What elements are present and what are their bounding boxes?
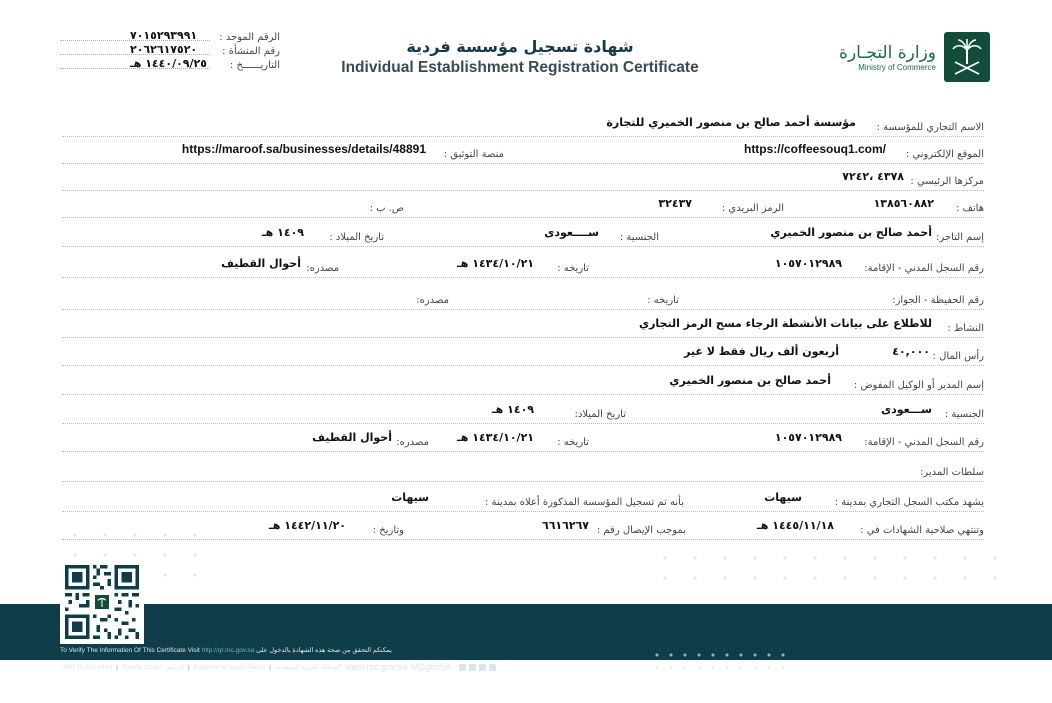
row-merchant — [62, 223, 984, 247]
postal-value: ٣٢٤٣٧ — [658, 197, 692, 210]
ministry-name-ar: وزارة التجـارة — [839, 42, 936, 63]
nationality-label: الجنسية : — [619, 232, 659, 243]
title-en: Individual Establishment Registration Certificate — [341, 59, 699, 76]
auth-platform-label: منصة التوثيق : — [443, 149, 504, 160]
birth-label: تاريخ الميلاد : — [329, 232, 384, 243]
row-capital — [62, 342, 984, 366]
website-label: الموقع الإلكتروني : — [905, 149, 984, 160]
row-passport — [62, 286, 984, 310]
facebook-icon[interactable] — [469, 664, 476, 671]
ministry-logo — [839, 32, 990, 82]
office-city-value: سيهات — [764, 491, 802, 504]
mgr-civil-date-value: ١٤٣٤/١٠/٢١ هـ — [457, 431, 534, 444]
qr-code-icon[interactable] — [60, 560, 144, 644]
verify-text-ar: يمكنكم التحقق من صحة هذه الشهادة بالدخول على — [256, 647, 392, 654]
footer-handle: MCgovSA — [411, 662, 452, 672]
date-row — [60, 58, 280, 72]
passport-label: رقم الحفيظة - الجواز: — [892, 295, 984, 306]
certificate-references — [60, 30, 280, 72]
mgr-civil-source-label: مصدره: — [396, 437, 429, 448]
manager-value: أحمد صالح بن منصور الخميري — [669, 374, 831, 387]
palm-swords-emblem-icon — [944, 32, 990, 82]
civil-source-label: مصدره: — [306, 263, 339, 274]
instagram-icon[interactable] — [459, 664, 466, 671]
office-label: يشهد مكتب السجل التجاري بمدينة : — [834, 497, 984, 508]
manager-label: إسم المدير أو الوكيل المفوض : — [853, 380, 984, 391]
receipt-value: ٦٦١٦٢٦٧ — [542, 519, 589, 532]
footer-verify-line — [60, 646, 392, 654]
activity-label: النشاط : — [947, 323, 984, 334]
ref-label: رقم المنشأة : — [222, 46, 280, 57]
receipt-date-label: وتاريخ : — [372, 525, 404, 536]
civil-label: رقم السجل المدني - الإقامة: — [864, 263, 984, 274]
row-website — [62, 140, 984, 164]
row-registry-office — [62, 488, 984, 512]
ministry-logo-text — [839, 43, 936, 72]
row-headquarters — [62, 167, 984, 191]
mgr-civil-label: رقم السجل المدني - الإقامة: — [864, 437, 984, 448]
civil-date-label: تاريخه : — [557, 263, 589, 274]
footer-phone: +966 11 294 4444 — [60, 663, 113, 671]
social-icons — [459, 664, 496, 671]
mgr-civil-date-label: تاريخه : — [557, 437, 589, 448]
receipt-label: بموجب الإيصال رقم : — [596, 525, 686, 536]
trade-name-value: مؤسسة أحمد صالح بن منصور الخميري للتجارة — [606, 116, 856, 129]
passport-source-label: مصدره: — [416, 295, 449, 306]
certificate-date: ١٤٤٠/٠٩/٢٥ هـ — [130, 57, 207, 70]
establishment-number-row — [60, 44, 280, 58]
phone-value: ١٣٨٥٦٠٨٨٢ — [873, 197, 934, 210]
footer-website[interactable]: www.mc.gov.sa — [345, 662, 408, 672]
row-civil-record — [62, 254, 984, 278]
mgr-birth-value: ١٤٠٩ هـ — [491, 403, 534, 416]
mgr-birth-label: تاريخ الميلاد: — [574, 409, 626, 420]
footer-riyadh-en: Riyadh 11162 — [121, 663, 161, 671]
row-manager-civil — [62, 428, 984, 452]
trade-name-label: الاسم التجاري للمؤسسة : — [876, 122, 984, 133]
merchant-value: أحمد صالح بن منصور الخميري — [770, 226, 932, 239]
verify-text-en: To Verify The Information Of This Certificate Visit — [60, 647, 200, 654]
unified-number-row — [60, 30, 280, 44]
decorative-dots-right — [650, 548, 1010, 588]
office-city2-value: سيهات — [391, 491, 429, 504]
expiry-label: وتنتهي صلاحية الشهادات في : — [860, 525, 984, 536]
postal-label: الرمز البريدي : — [721, 203, 784, 214]
unified-number: ٧٠١٥٢٩٣٩٩١ — [130, 29, 198, 42]
civil-date-value: ١٤٣٤/١٠/٢١ هـ — [457, 257, 534, 270]
nationality-value: ســــعودى — [544, 226, 599, 239]
civil-value: ١٠٥٧٠١٢٩٨٩ — [774, 257, 842, 270]
row-manager-nationality — [62, 400, 984, 424]
verify-link[interactable]: http://qr.mc.gov.sa — [201, 647, 255, 654]
capital-value: ٤٠,٠٠٠ — [892, 345, 930, 358]
footer-contact-line: +966 11 294 4444 | Riyadh 11162 الرياض | Kingdom of Saudi Arabia | المملكة العربية السعودية www.mc.gov.sa MCgovSA — [60, 662, 496, 672]
row-trade-name — [62, 113, 984, 137]
passport-date-label: تاريخه : — [647, 295, 679, 306]
youtube-icon[interactable] — [489, 664, 496, 671]
footer-kingdom-en: Kingdom of Saudi Arabia — [193, 663, 266, 671]
birth-value: ١٤٠٩ هـ — [261, 226, 304, 239]
twitter-icon[interactable] — [479, 664, 486, 671]
website-value[interactable]: https://coffeesouq1.com/ — [743, 142, 886, 156]
row-phone — [62, 194, 984, 218]
row-manager-powers — [62, 458, 984, 482]
hq-value: ٤٣٧٨ ،٧٢٤٢ — [842, 170, 904, 183]
mgr-nationality-value: ســـعودى — [881, 403, 932, 416]
certificate-title — [320, 36, 720, 78]
ref-label: التاريــــــخ : — [229, 60, 280, 71]
ministry-name-en: Ministry of Commerce — [858, 62, 936, 72]
mgr-civil-source-value: أحوال القطيف — [312, 431, 392, 444]
pobox-label: ص. ب : — [369, 203, 404, 214]
mgr-nationality-label: الجنسية : — [944, 409, 984, 420]
footer-riyadh-ar: الرياض — [164, 664, 185, 671]
mgr-powers-label: سلطات المدير: — [919, 467, 984, 478]
office-middle-text: بأنه تم تسجيل المؤسسة المذكورة أعلاه بمدينة : — [485, 497, 684, 508]
footer-decorative-dots — [650, 648, 790, 668]
row-manager — [62, 371, 984, 395]
phone-label: هاتف : — [955, 203, 984, 214]
hq-label: مركزها الرئيسي : — [910, 176, 984, 187]
receipt-date-value: ١٤٤٢/١١/٢٠ هـ — [269, 519, 346, 532]
title-ar: شهادة تسجيل مؤسسة فردية — [406, 37, 634, 56]
capital-words-value: أربعون ألف ريال فقط لا غير — [684, 345, 839, 358]
expiry-value: ١٤٤٥/١١/١٨ هـ — [757, 519, 834, 532]
merchant-label: إسم التاجر: — [936, 232, 984, 243]
mgr-civil-value: ١٠٥٧٠١٢٩٨٩ — [774, 431, 842, 444]
establishment-number: ٢٠٦٢٦١٧٥٢٠ — [130, 43, 198, 56]
activity-value: للاطلاع على بيانات الأنشطة الرجاء مسح الرمز التجاري — [638, 317, 932, 330]
civil-source-value: أحوال القطيف — [221, 257, 301, 270]
capital-label: رأس المال : — [932, 351, 984, 362]
auth-platform-value[interactable]: https://maroof.sa/businesses/details/48891 — [181, 142, 426, 156]
ref-label: الرقم الموحد : — [219, 32, 280, 43]
footer-kingdom-ar: المملكة العربية السعودية — [274, 664, 342, 671]
row-activity — [62, 314, 984, 338]
